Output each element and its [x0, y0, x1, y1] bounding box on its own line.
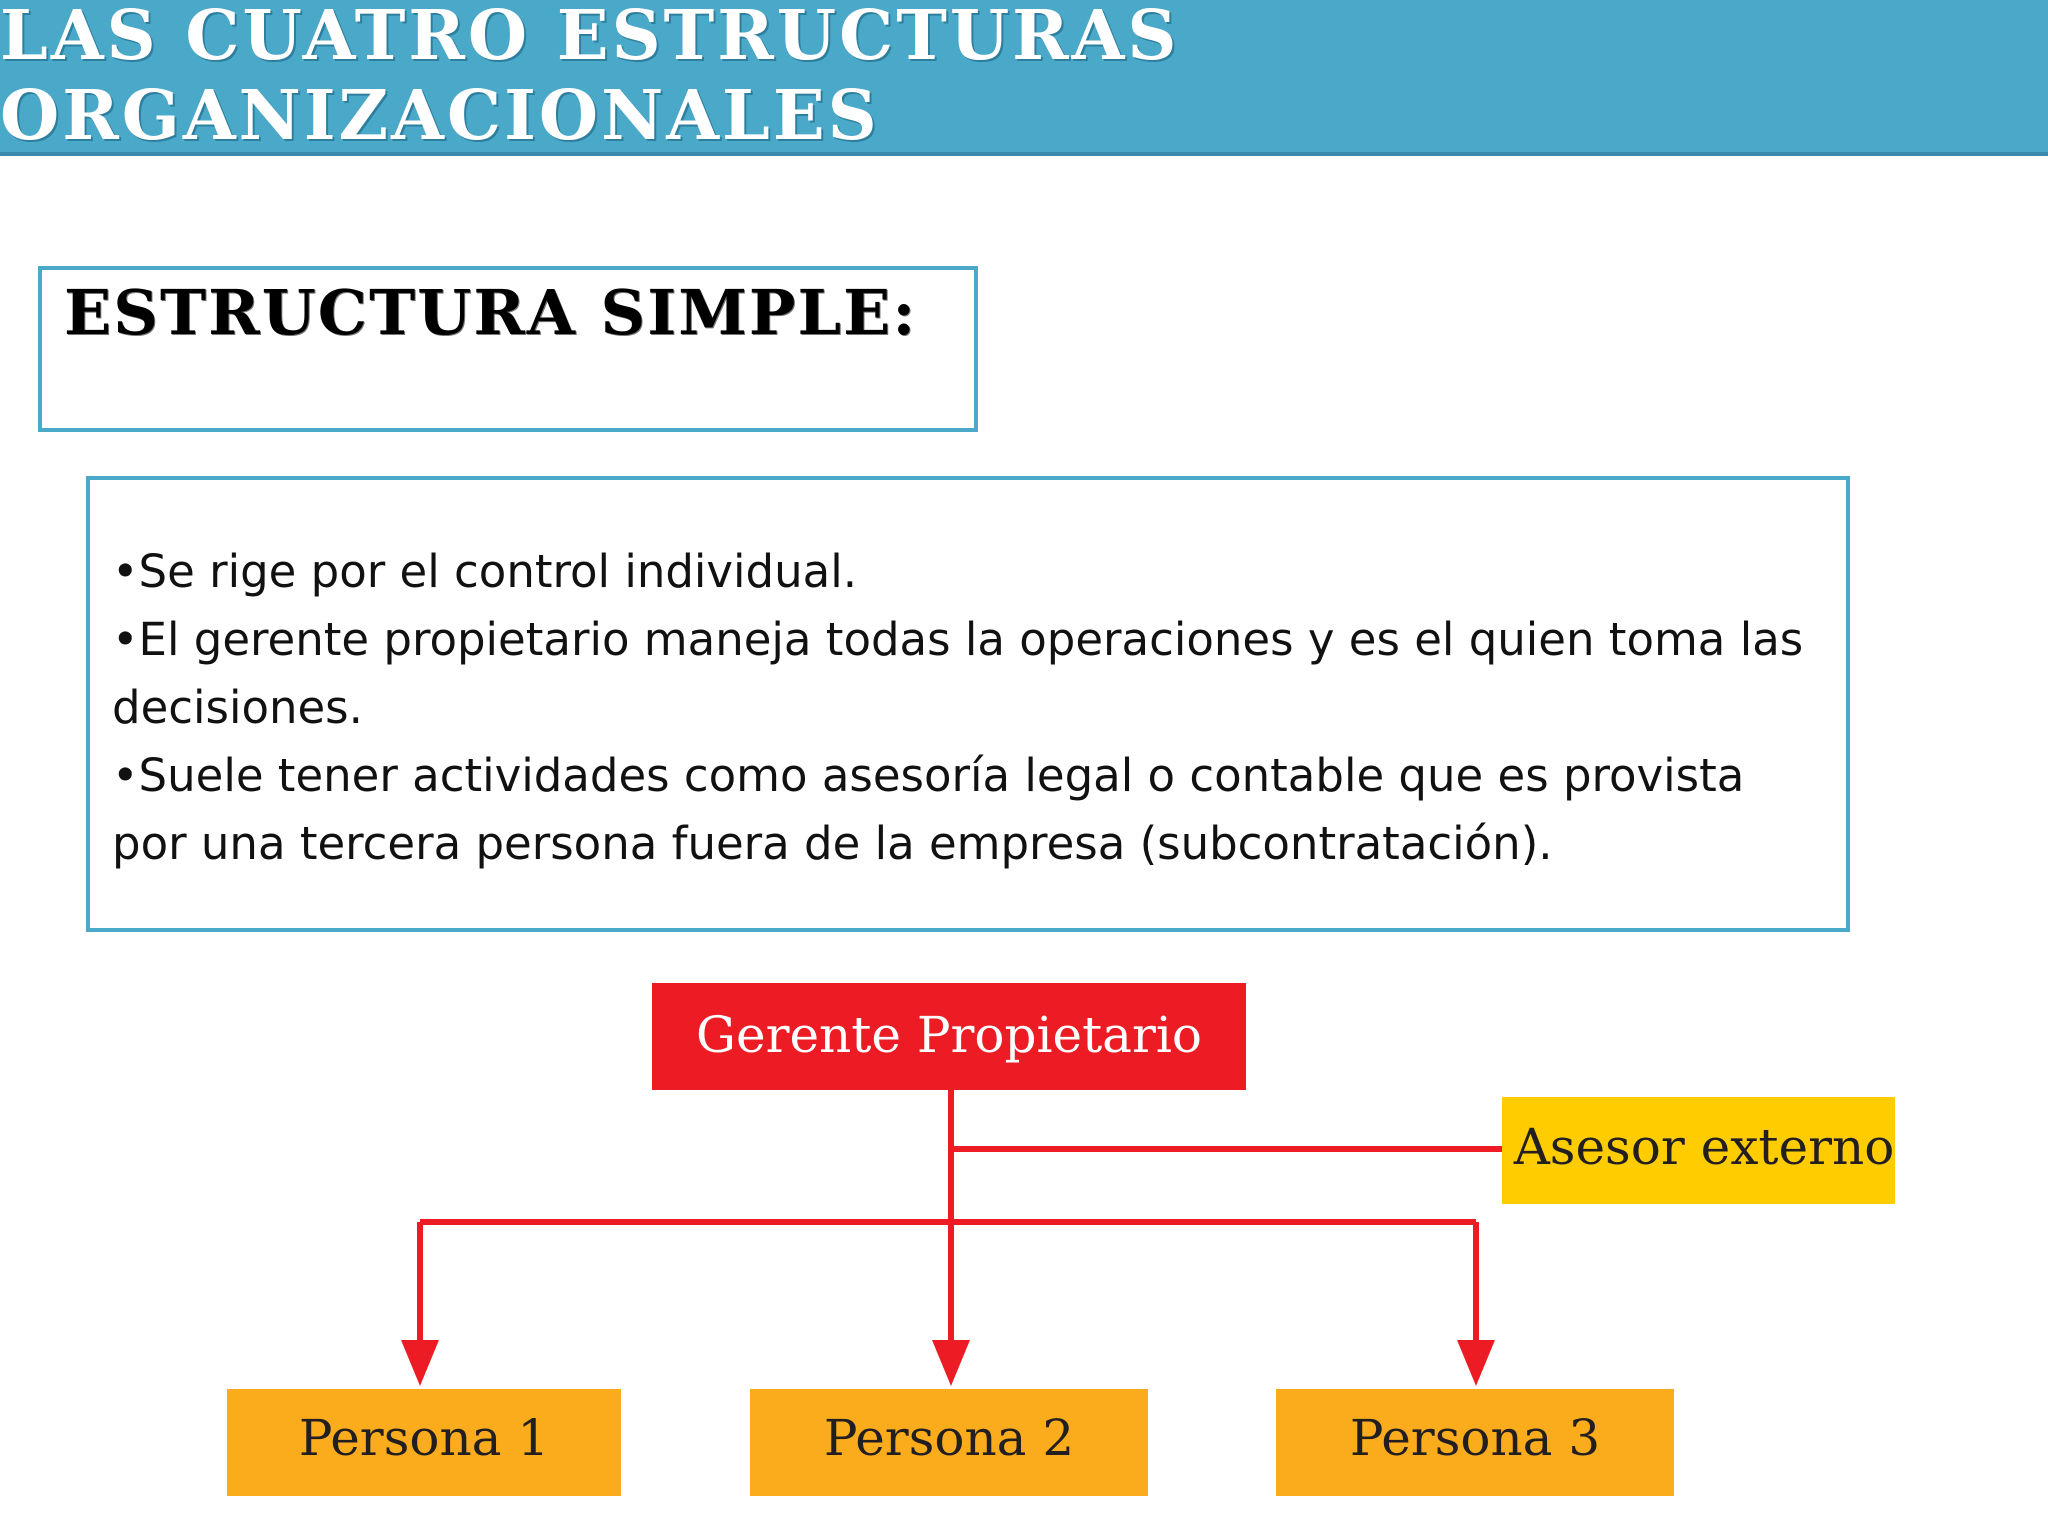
connectors [401, 1090, 1502, 1386]
node-asesor-label: Asesor externo [1513, 1118, 1895, 1176]
arrowhead-persona-3 [1457, 1340, 1495, 1386]
section-title: ESTRUCTURA SIMPLE: [64, 276, 918, 349]
node-asesor [1502, 1097, 1895, 1204]
arrowhead-persona-2 [932, 1340, 970, 1386]
bullet-item-3: •Suele tener actividades como asesoría legal o contable que es provista por una tercera persona fuera de la empresa (subcontratación). [112, 749, 1745, 870]
node-persona-3-label: Persona 3 [1349, 1409, 1601, 1467]
bullet-item-1: •Se rige por el control individual. [112, 545, 858, 598]
arrowhead-persona-1 [401, 1340, 439, 1386]
node-gerente-label: Gerente Propietario [696, 1006, 1202, 1064]
page-title: LAS CUATRO ESTRUCTURAS ORGANIZACIONALES [0, 0, 1180, 156]
node-persona-1-label: Persona 1 [298, 1409, 550, 1467]
node-persona-2 [750, 1389, 1148, 1496]
node-persona-2-label: Persona 2 [823, 1409, 1075, 1467]
node-persona-3 [1276, 1389, 1674, 1496]
node-gerente [652, 983, 1246, 1090]
bullet-item-2: •El gerente propietario maneja todas la operaciones y es el quien toma las decisiones. [112, 613, 1804, 734]
node-persona-1 [227, 1389, 621, 1496]
